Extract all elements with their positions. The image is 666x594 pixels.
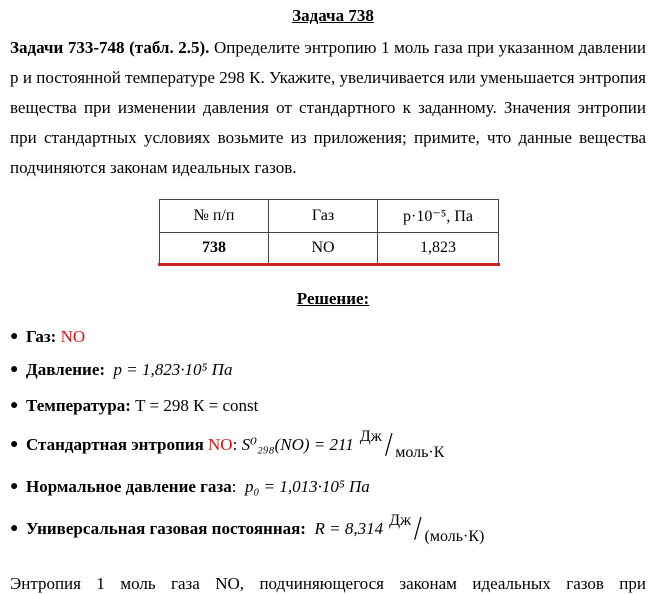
table-header-row [160, 200, 499, 233]
pressure-formula: p = 1,823·10⁵ Па [113, 360, 233, 379]
problem-text: Определите энтропию 1 моль газа при указанном давлении p и постоянной температуре 298 К. Укажите, увеличивается или уменьшается энтропия вещества при изменении давления от стандартного к заданному. Значения энтропии при стандартных условиях возьмите из приложения; примите, что данные вещества подчиняются законам идеальных газов. [10, 38, 646, 177]
list-item-gas-constant [10, 512, 484, 546]
entropy-unit-numerator: Дж [359, 428, 382, 445]
gas-label: Газ: [26, 327, 57, 346]
gas-constant-unit-numerator: Дж [389, 512, 412, 529]
fraction-slash: / [413, 510, 422, 547]
bullet-icon: ● [10, 479, 19, 494]
entropy-unit-denominator: моль·К [395, 444, 445, 461]
gas-value: NO [60, 327, 86, 346]
entropy-gas: NO [208, 435, 233, 454]
problem-title: Задача 738 [292, 6, 374, 25]
table-header-pressure: p·10⁻⁵, Па [378, 200, 499, 233]
bottom-text: Энтропия 1 моль газа NO, подчиняющегося законам идеальных газов при [10, 574, 646, 593]
problem-lead: Задачи 733-748 (табл. 2.5). [10, 38, 210, 57]
table-row [160, 233, 499, 264]
list-item-temperature [10, 396, 258, 416]
problem-statement [10, 33, 646, 183]
normal-pressure-label: Нормальное давление газа [26, 477, 232, 496]
data-table [159, 199, 499, 264]
gas-constant-label: Универсальная газовая постоянная: [26, 519, 306, 538]
bullet-icon: ● [10, 521, 19, 536]
bullet-icon: ● [10, 329, 19, 344]
bullet-icon: ● [10, 437, 19, 452]
temperature-label: Температура: [26, 396, 131, 415]
list-item-gas [10, 327, 85, 347]
table-header-gas: Газ [269, 200, 378, 233]
gas-constant-unit-denominator: (моль·К) [424, 528, 485, 545]
table-cell-number: 738 [160, 233, 269, 264]
list-item-normal-pressure: ● Нормальное давление газа : p₀ = 1,013·10⁵ Па [10, 477, 370, 496]
fraction-slash: / [384, 426, 393, 463]
temperature-formula: T = 298 К = const [135, 396, 259, 415]
pressure-label: Давление: [26, 360, 106, 379]
gas-constant-unit [389, 512, 484, 546]
entropy-unit [360, 428, 445, 462]
list-item-pressure [10, 360, 232, 380]
table-cell-pressure: 1,823 [378, 233, 499, 264]
table-underline [158, 263, 500, 266]
solution-heading: Решение: [296, 289, 370, 308]
normal-pressure-formula: p₀ = 1,013·10⁵ Па [244, 477, 370, 496]
bullet-icon: ● [10, 362, 19, 377]
table-cell-gas: NO [269, 233, 378, 264]
list-item-entropy: ● Стандартная энтропия NO : S⁰₂₉₈(NO) = 211 Дж / моль·К [10, 426, 445, 463]
table-header-number: № п/п [160, 200, 269, 233]
bullet-icon: ● [10, 398, 19, 413]
gas-constant-formula: R = 8,314 [314, 519, 384, 538]
entropy-formula: S⁰₂₉₈(NO) = 211 [241, 435, 354, 454]
entropy-label: Стандартная энтропия [26, 435, 204, 454]
